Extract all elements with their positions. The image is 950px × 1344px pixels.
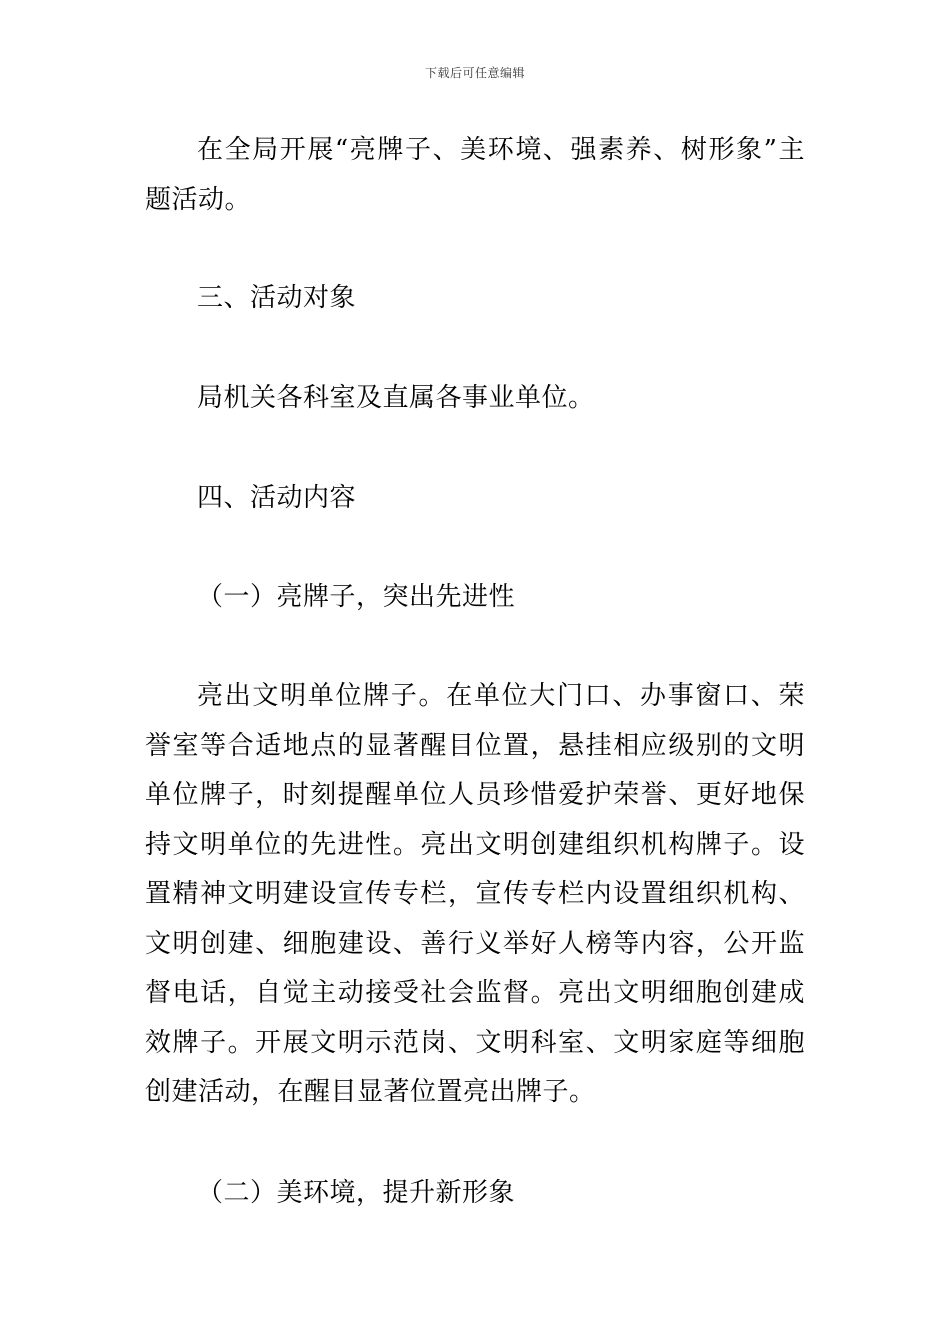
subheading-show-plaques: （一）亮牌子，突出先进性 bbox=[197, 582, 516, 612]
subheading-beautify-environment: （二）美环境，提升新形象 bbox=[197, 1178, 516, 1208]
paragraph-show-plaques: 亮出文明单位牌子。在单位大门口、办事窗口、荣誉室等合适地点的显著醒目位置，悬挂相应级别的文明单位牌子，时刻提醒单位人员珍惜爱护荣誉、更好地保持文明单位的先进性。亮出文明创建组织机构牌子。设置精神文明建设宣传专栏，宣传专栏内设置组织机构、文明创建、细胞建设、善行义举好人榜等内容，公开监督电话，自觉主动接受社会监督。亮出文明细胞创建成效牌子。开展文明示范岗、文明科室、文明家庭等细胞创建活动，在醒目显著位置亮出牌子。 bbox=[145, 681, 805, 1107]
paragraph-activity-target: 局机关各科室及直属各事业单位。 bbox=[197, 383, 595, 413]
page-header-note: 下载后可任意编辑 bbox=[424, 66, 525, 80]
paragraph-theme-activity: 在全局开展“亮牌子、美环境、强素养、树形象”主题活动。 bbox=[145, 135, 805, 215]
section-heading-activity-target: 三、活动对象 bbox=[197, 283, 357, 313]
section-heading-activity-content: 四、活动内容 bbox=[197, 483, 357, 513]
